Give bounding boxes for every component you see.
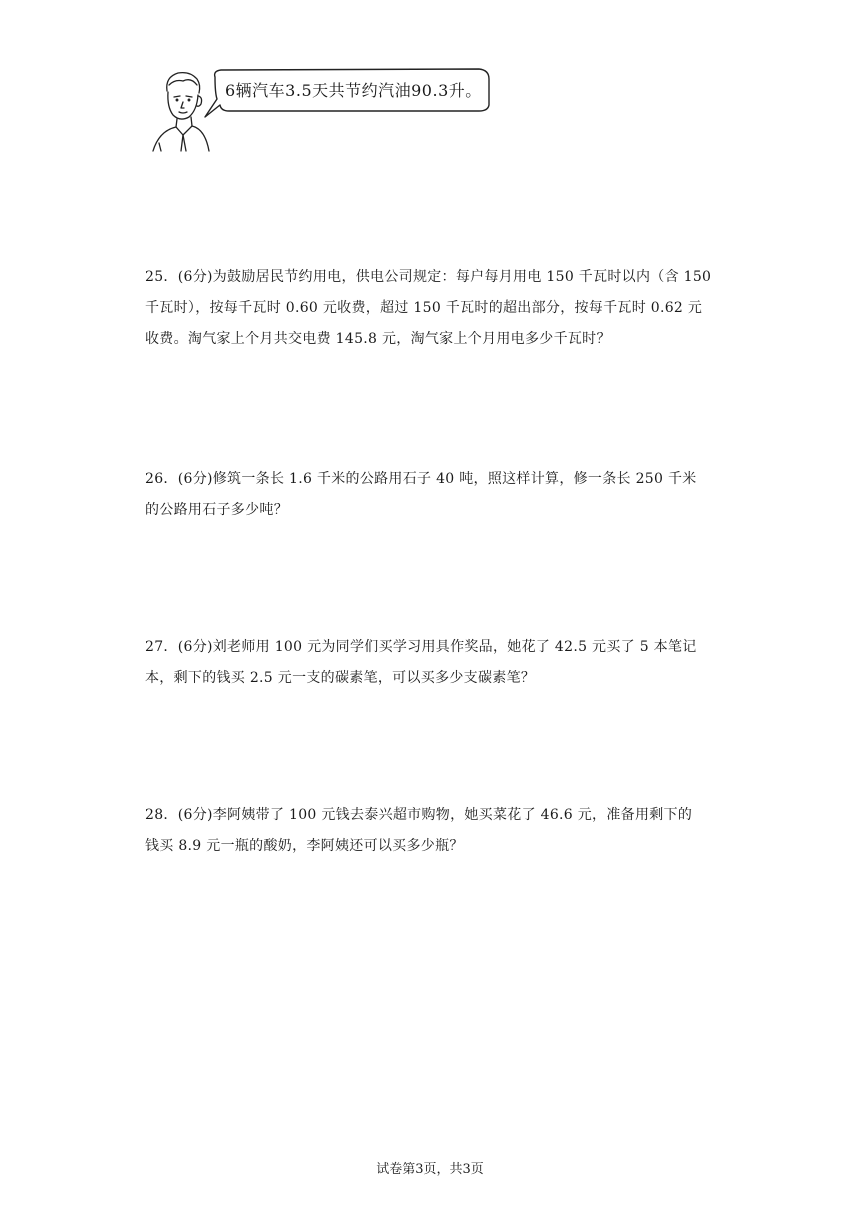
question-text: 刘老师用 100 元为同学们买学习用具作奖品，她花了 42.5 元买了 5 本笔记 (212, 639, 697, 655)
question-text: 为鼓励居民节约用电，供电公司规定：每户每月用电 150 千瓦时以内（含 150 (212, 269, 712, 285)
question-line (145, 464, 720, 495)
question-line: 收费。淘气家上个月共交电费 145.8 元，淘气家上个月用电多少千瓦时？ (145, 331, 611, 347)
boy-figure (153, 73, 209, 151)
question-line: 千瓦时），按每千瓦时 0.60 元收费，超过 150 千瓦时的超出部分，按每千瓦时 0.62 元 (145, 300, 703, 316)
question-line (145, 632, 720, 663)
question-line (145, 262, 720, 293)
question-score: (6分) (177, 807, 213, 823)
question-text: 修筑一条长 1.6 千米的公路用石子 40 吨，照这样计算，修一条长 250 千米 (212, 471, 697, 487)
question-score: (6分) (177, 471, 213, 487)
question-line: 钱买 8.9 元一瓶的酸奶，李阿姨还可以买多少瓶？ (145, 838, 464, 854)
question-score: (6分) (177, 639, 213, 655)
question-line: 本，剩下的钱买 2.5 元一支的碳素笔，可以买多少支碳素笔？ (145, 670, 536, 686)
question-27 (145, 632, 720, 694)
page-footer: 试卷第3页，共3页 (376, 1162, 484, 1177)
question-25 (145, 262, 720, 355)
question-score: (6分) (177, 269, 213, 285)
question-text: 李阿姨带了 100 元钱去泰兴超市购物，她买菜花了 46.6 元，准备用剩下的 (212, 807, 693, 823)
question-26 (145, 464, 720, 526)
question-number: 25． (145, 269, 178, 285)
question-line: 的公路用石子多少吨？ (145, 502, 288, 518)
question-number: 26． (145, 471, 178, 487)
question-28 (145, 800, 720, 862)
question-number: 27． (145, 639, 178, 655)
question-line (145, 800, 720, 831)
question-number: 28． (145, 807, 178, 823)
speech-bubble-text: 6辆汽车3.5天共节约汽油90.3升。 (225, 81, 482, 100)
